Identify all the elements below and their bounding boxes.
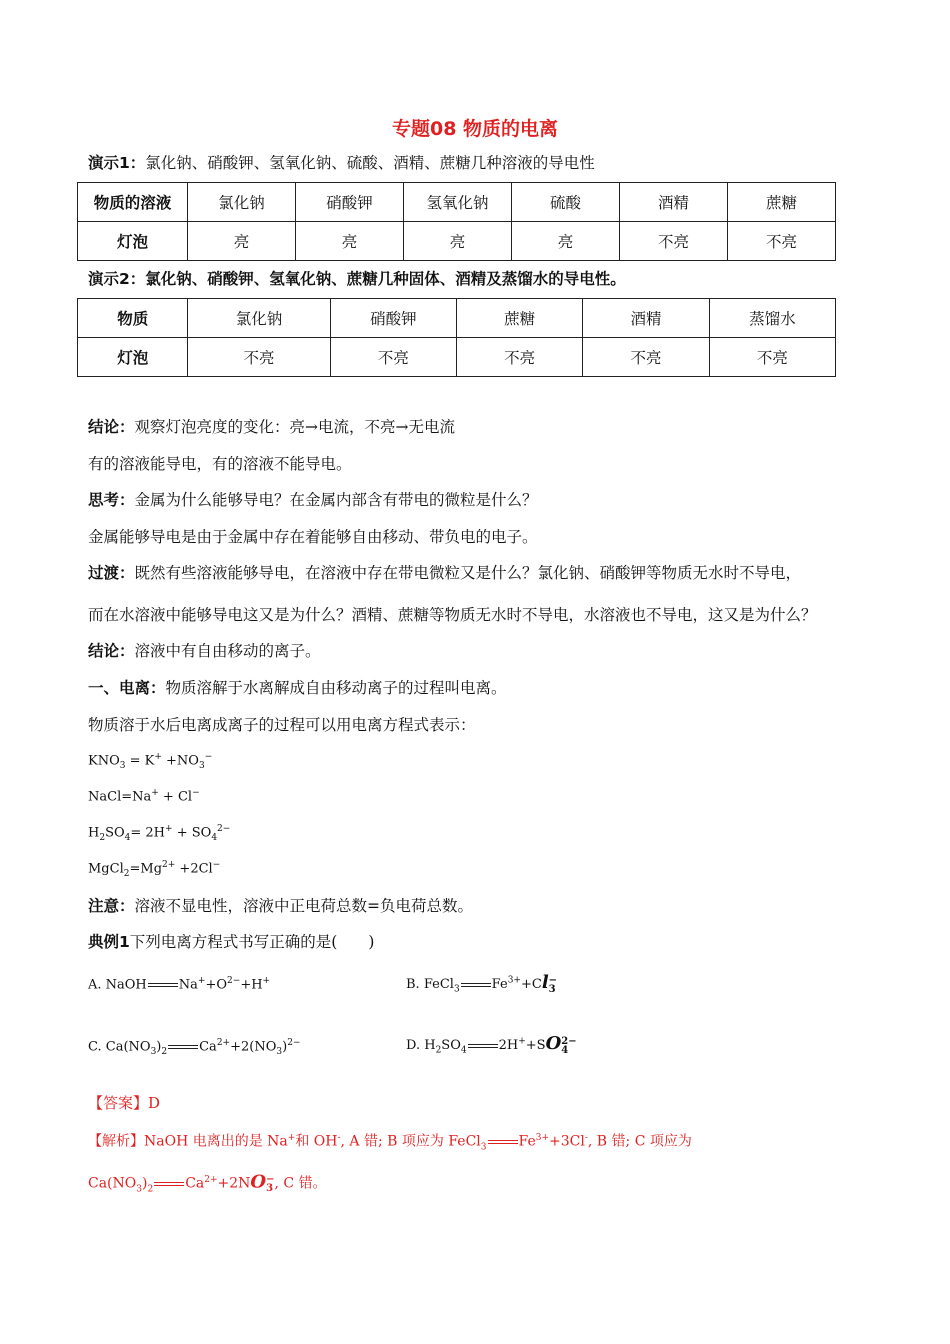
- opt-sub: 3: [548, 983, 556, 995]
- table-cell: 不亮: [583, 338, 709, 377]
- opt-sup: 2+: [216, 1038, 231, 1048]
- eq-text: = K: [125, 753, 155, 769]
- double-equals: [488, 1140, 518, 1144]
- opt-text: Ca: [199, 1039, 217, 1055]
- double-equals: [154, 1182, 184, 1186]
- think-text: 金属为什么能够导电？在金属内部含有带电的微粒是什么？: [134, 491, 538, 509]
- opt-sup: 3+: [507, 975, 521, 986]
- opt-text: +H: [240, 977, 263, 993]
- table-cell: 酒精: [583, 299, 709, 338]
- option-d: [406, 1033, 577, 1056]
- table-cell: 氯化钠: [188, 299, 330, 338]
- opt-text: C. Ca(NO: [88, 1039, 151, 1055]
- opt-sup: 2−: [561, 1035, 577, 1047]
- opt-text: Fe: [491, 977, 508, 992]
- demo2-text: 氯化钠、硝酸钾、氢氧化钠、蔗糖几种固体、酒精及蒸馏水的导电性。: [145, 270, 626, 288]
- table-row: [78, 299, 836, 338]
- eq-sup: +: [165, 824, 173, 834]
- analysis-text: Fe: [518, 1133, 536, 1150]
- conclusion1-line: [88, 417, 455, 437]
- opt-sup: 2−: [287, 1038, 301, 1048]
- eq-text: H: [88, 825, 100, 841]
- opt-big: l: [541, 972, 549, 993]
- analysis-text: , A 错; B 项应为 FeCl: [340, 1133, 481, 1150]
- analysis-text: ): [141, 1175, 148, 1192]
- equation-1: [88, 752, 212, 771]
- demo1-label: 演示1：: [88, 154, 146, 172]
- analysis-sub: 3: [480, 1142, 487, 1153]
- opt-big: O: [545, 1033, 562, 1054]
- conclusion1-label: 结论：: [88, 418, 135, 436]
- eq-text: NaCl=Na: [88, 789, 152, 805]
- eq-text: MgCl: [88, 861, 124, 877]
- demo2-table: [77, 298, 836, 377]
- table-cell: 氯化钠: [188, 183, 296, 222]
- example-text: 下列电离方程式书写正确的是( ): [129, 933, 375, 951]
- table-cell: 不亮: [330, 338, 456, 377]
- table-cell: 不亮: [709, 338, 835, 377]
- ionization-text: 物质溶解于水离解成自由移动离子的过程叫电离。: [165, 679, 507, 697]
- double-equals: [468, 1044, 498, 1048]
- note-label: 注意：: [88, 897, 135, 915]
- table-cell: 灯泡: [78, 338, 188, 377]
- table-cell: 硝酸钾: [330, 299, 456, 338]
- opt-sub: 3: [276, 1046, 283, 1057]
- demo2-label: 演示2：: [88, 270, 146, 288]
- ionization-label: 一、电离：: [88, 679, 166, 697]
- opt-text: A. NaOH: [88, 977, 147, 993]
- table-cell: 物质的溶液: [78, 183, 188, 222]
- opt-text: +2(NO: [230, 1039, 277, 1055]
- opt-sub: 3: [150, 1046, 157, 1057]
- note-line: [88, 896, 473, 916]
- example-line: [88, 932, 374, 952]
- think-label: 思考：: [88, 491, 135, 509]
- analysis-sub: 3: [266, 1182, 274, 1194]
- table-cell: 亮: [296, 222, 404, 261]
- table-row: [78, 183, 836, 222]
- table-cell: 不亮: [620, 222, 728, 261]
- opt-text: 2H: [498, 1038, 519, 1053]
- table-cell: 亮: [404, 222, 512, 261]
- eq-text: + SO: [172, 825, 212, 841]
- answer-text: D: [148, 1094, 161, 1112]
- analysis-sup: 3+: [535, 1133, 550, 1143]
- opt-sub: 2: [161, 1046, 168, 1057]
- analysis-text: +3Cl: [549, 1133, 585, 1150]
- opt-sup: 2−: [227, 976, 241, 986]
- table-cell: 硝酸钾: [296, 183, 404, 222]
- table-cell: 灯泡: [78, 222, 188, 261]
- eq-text: SO: [105, 825, 125, 841]
- eq-text: =Mg: [129, 861, 163, 877]
- double-equals: [148, 983, 178, 987]
- table-row: [78, 338, 836, 377]
- table-cell: 蒸馏水: [709, 299, 835, 338]
- eq-sup: 2+: [162, 860, 176, 870]
- eq-text: KNO: [88, 753, 120, 769]
- table-cell: 不亮: [188, 338, 330, 377]
- answer-line: [88, 1093, 160, 1113]
- example-label: 典例1: [88, 933, 130, 951]
- equation-2: [88, 788, 200, 804]
- metal-line: 金属能够导电是由于金属中存在着能够自由移动、带负电的电子。: [88, 528, 538, 546]
- opt-sup: +: [518, 1036, 526, 1047]
- table-cell: 物质: [78, 299, 188, 338]
- analysis-sup: -: [584, 1133, 588, 1143]
- analysis-sub: 2: [147, 1184, 154, 1195]
- option-a: [88, 976, 270, 992]
- eq-sup: −: [204, 752, 213, 762]
- analysis-text: Ca(NO: [88, 1175, 137, 1192]
- eq-sup: −: [192, 788, 200, 798]
- opt-text: +O: [205, 977, 228, 993]
- eq-sub: 3: [198, 760, 205, 771]
- analysis-text: NaOH 电离出的是 Na: [144, 1133, 288, 1150]
- transition-line: [88, 563, 801, 583]
- conduct-line: 有的溶液能导电，有的溶液不能导电。: [88, 455, 352, 473]
- equation-4: [88, 860, 220, 879]
- eq-sub: 3: [119, 760, 126, 771]
- opt-text: D. H: [406, 1038, 436, 1053]
- analysis-sup: 2+: [204, 1175, 218, 1185]
- double-equals: [168, 1045, 198, 1049]
- opt-sup: +: [262, 976, 271, 986]
- think-line: [88, 490, 538, 510]
- analysis-text: +2N: [217, 1175, 251, 1192]
- opt-text: Na: [178, 977, 198, 993]
- demo1-table: [77, 182, 836, 261]
- opt-sup: −: [548, 974, 558, 986]
- demo2-line: [88, 269, 626, 289]
- table-cell: 亮: [188, 222, 296, 261]
- answer-label: 【答案】: [88, 1094, 149, 1112]
- opt-text: ): [156, 1039, 162, 1055]
- table-cell: 蔗糖: [456, 299, 582, 338]
- opt-sup: +: [197, 976, 206, 986]
- eq-text: +2Cl: [175, 861, 213, 877]
- opt-text: +C: [520, 977, 542, 992]
- eq-text: = 2H: [130, 825, 166, 841]
- conclusion2-text: 溶液中有自由移动的离子。: [134, 642, 321, 660]
- page-title: 专题08 物质的电离: [391, 118, 559, 140]
- table-cell: 酒精: [620, 183, 728, 222]
- analysis-sup: −: [266, 1173, 275, 1185]
- eq-sup: 2−: [217, 824, 231, 834]
- analysis-sup: +: [287, 1133, 296, 1143]
- analysis-sub: 3: [136, 1184, 142, 1195]
- opt-sub: 4: [460, 1045, 467, 1056]
- analysis-label: 【解析】: [88, 1133, 144, 1150]
- equation-intro-line: 物质溶于水后电离成离子的过程可以用电离方程式表示：: [88, 716, 476, 734]
- opt-text: SO: [441, 1038, 461, 1053]
- analysis-text: , B 错; C 项应为: [587, 1133, 692, 1150]
- transition-line-2: 而在水溶液中能够导电这又是为什么？酒精、蔗糖等物质无水时不导电，水溶液也不导电，这又是为什么？: [88, 606, 817, 624]
- analysis-sup: -: [337, 1133, 341, 1143]
- eq-text: + Cl: [158, 789, 193, 805]
- eq-sub: 2: [99, 832, 106, 843]
- analysis-big: O: [250, 1171, 267, 1193]
- analysis-line-2: [88, 1170, 327, 1199]
- opt-sub: 4: [561, 1044, 569, 1056]
- analysis-text: Ca: [185, 1175, 205, 1192]
- opt-text: +S: [525, 1038, 546, 1053]
- demo1-text: 氯化钠、硝酸钾、氢氧化钠、硫酸、酒精、蔗糖几种溶液的导电性: [145, 154, 595, 172]
- analysis-text: 和 OH: [295, 1133, 338, 1150]
- transition-label: 过渡：: [88, 564, 135, 582]
- double-equals: [461, 983, 491, 987]
- transition-text: 既然有些溶液能够导电，在溶液中存在带电微粒又是什么？氯化钠、硝酸钾等物质无水时不导电，: [134, 564, 802, 582]
- table-row: [78, 222, 836, 261]
- opt-sub: 2: [435, 1045, 442, 1056]
- opt-text: ): [282, 1039, 288, 1055]
- eq-sup: −: [212, 860, 221, 870]
- eq-sub: 4: [211, 832, 218, 843]
- eq-text: +NO: [161, 753, 199, 769]
- eq-sup: +: [151, 788, 159, 798]
- option-b: [406, 972, 557, 995]
- table-cell: 硫酸: [512, 183, 620, 222]
- option-c: [88, 1038, 300, 1057]
- conclusion2-label: 结论：: [88, 642, 135, 660]
- opt-text: B. FeCl: [406, 977, 454, 992]
- table-cell: 蔗糖: [728, 183, 836, 222]
- conclusion1-text: 观察灯泡亮度的变化：亮→电流，不亮→无电流: [134, 418, 455, 436]
- eq-sub: 4: [124, 832, 131, 843]
- eq-sup: +: [154, 752, 162, 762]
- table-cell: 不亮: [728, 222, 836, 261]
- eq-sub: 2: [123, 868, 130, 879]
- conclusion2-line: [88, 641, 321, 661]
- equation-3: [88, 824, 230, 843]
- analysis-text: , C 错。: [274, 1175, 327, 1192]
- note-text: 溶液不显电性，溶液中正电荷总数=负电荷总数。: [134, 897, 474, 915]
- ionization-line: [88, 678, 507, 698]
- opt-sub: 3: [453, 984, 460, 995]
- demo1-line: [88, 153, 595, 173]
- table-cell: 氢氧化钠: [404, 183, 512, 222]
- table-cell: 亮: [512, 222, 620, 261]
- analysis-line-1: [88, 1128, 692, 1157]
- table-cell: 不亮: [456, 338, 582, 377]
